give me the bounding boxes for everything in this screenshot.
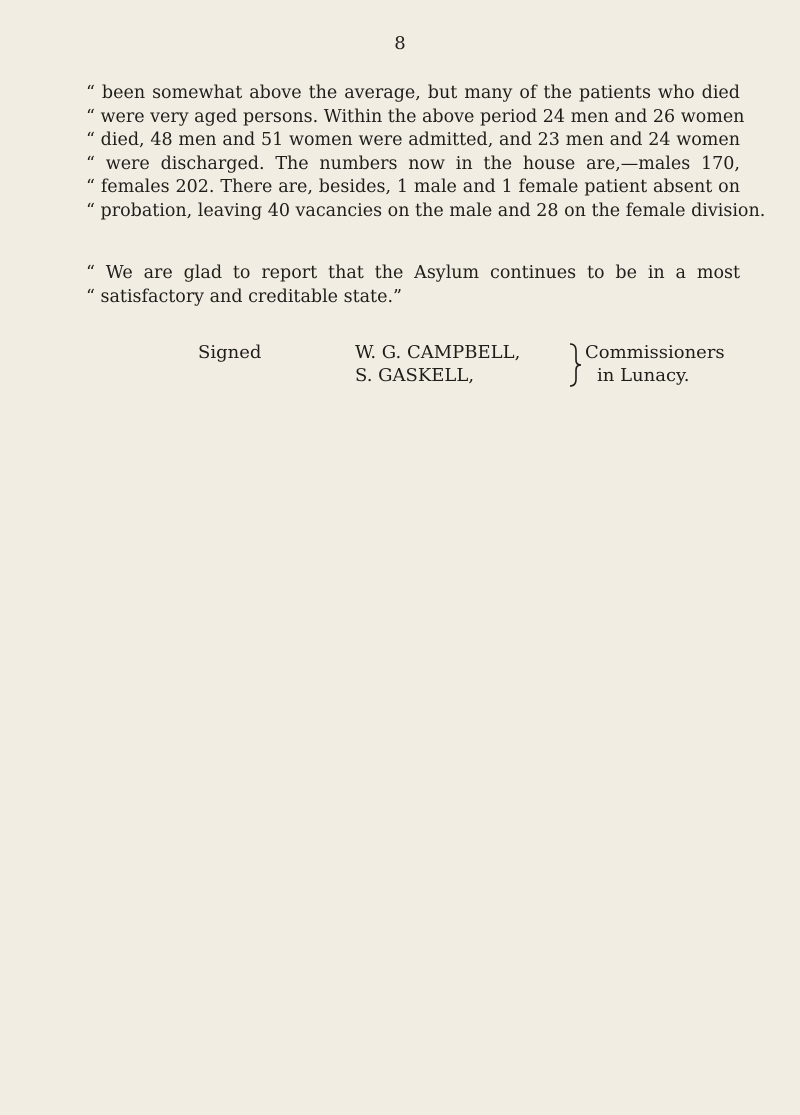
text-line: “ were discharged. The numbers now in the house are,—males 170, xyxy=(86,153,740,174)
signatory-name: W. G. CAMPBELL, xyxy=(355,342,521,363)
signed-label: Signed xyxy=(198,342,262,363)
office-line: in Lunacy. xyxy=(597,365,690,386)
text-line: “ probation, leaving 40 vacancies on the male and 28 on the female division. xyxy=(86,200,766,221)
text-line: “ been somewhat above the average, but many of the patients who died xyxy=(86,83,740,103)
signatory-name: S. GASKELL, xyxy=(355,365,475,386)
text-line: “ died, 48 men and 51 women were admitted, and 23 men and 24 women xyxy=(86,130,740,150)
text-line: “ We are glad to report that the Asylum continues to be in a most xyxy=(86,263,740,283)
body-paragraph-2 xyxy=(86,262,740,309)
text-line: “ were very aged persons. Within the above period 24 men and 26 women xyxy=(86,106,745,127)
right-brace-icon xyxy=(568,343,582,387)
page-number: 8 xyxy=(394,33,406,54)
office-line: Commissioners xyxy=(585,342,725,363)
text-line: “ satisfactory and creditable state.” xyxy=(86,286,402,307)
body-paragraph-1 xyxy=(86,82,766,223)
text-line: “ females 202. There are, besides, 1 male and 1 female patient absent on xyxy=(86,177,740,197)
signatory-office xyxy=(585,341,725,387)
signatory-names xyxy=(355,341,520,387)
